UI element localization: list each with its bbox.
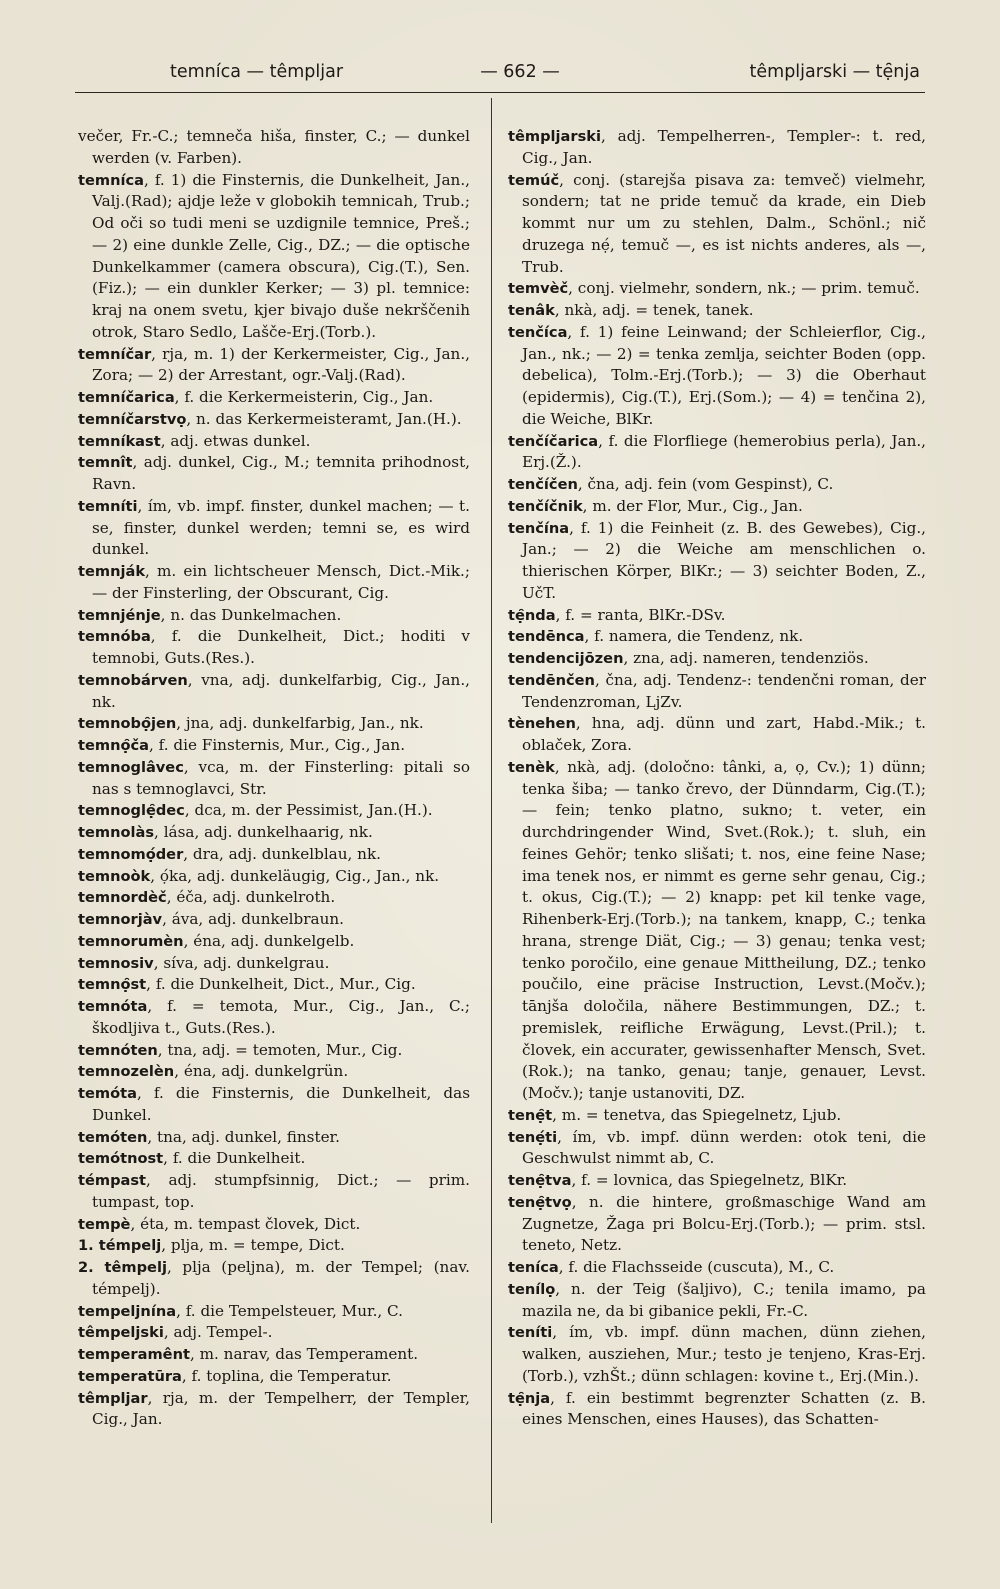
dictionary-entry — [78, 1322, 470, 1344]
dictionary-entry — [508, 322, 926, 431]
dictionary-entry — [508, 278, 926, 300]
entry-definition: , éča, adj. dunkelroth. — [166, 888, 336, 907]
dictionary-entry — [78, 757, 470, 801]
running-header — [60, 62, 920, 86]
dictionary-entry — [508, 518, 926, 605]
entry-headword: temóta — [78, 1085, 137, 1102]
dictionary-entry — [78, 387, 470, 409]
dictionary-entry — [78, 1148, 470, 1170]
entry-headword: 1. témpelj — [78, 1237, 162, 1255]
entry-definition: , áva, adj. dunkelbraun. — [162, 910, 344, 928]
entry-definition: , f. die Dunkelheit, Dict., Mur., Cig. — [146, 975, 416, 994]
entry-definition: , ím, vb. impf. dünn werden: otok teni, die Geschwulst nimmt ab, C. — [522, 1127, 926, 1168]
entry-headword: temnorumèn — [78, 932, 184, 950]
dictionary-entry — [508, 605, 926, 627]
entry-definition: , conj. vielmehr, sondern, nk.; — prim. temuč. — [568, 279, 920, 298]
dictionary-entry — [78, 1366, 470, 1388]
entry-definition: , čna, adj. Tendenz-: tendenčni roman, der Tendenzroman, LjZv. — [522, 670, 926, 711]
entry-headword: tenẹ́ti — [508, 1128, 558, 1146]
entry-headword: temnobọ̑jen — [78, 715, 177, 733]
entry-definition: , zna, adj. nameren, tendenziös. — [623, 649, 869, 667]
dictionary-entry — [508, 1127, 926, 1171]
header-left-guide-words: temníca — têmpljar — [170, 62, 344, 82]
entry-definition: , n. das Dunkelmachen. — [160, 605, 342, 624]
entry-definition: , hna, adj. dünn und zart, Habd.-Mik.; t. oblaček, Zora. — [522, 714, 926, 754]
dictionary-entry — [508, 626, 926, 648]
entry-headword: temnóten — [78, 1041, 158, 1059]
entry-definition: , conj. (starejša pisava za: temveč) vielmehr, sondern; tat ne pride temuč da krade, ein Dieb kommt nur um zu stehlen, Dalm., Schönl.; nič druzega nẹ́, temuč —, es ist nichts anderes, als —, Trub. — [522, 170, 926, 276]
entry-headword: tendēnca — [508, 628, 585, 646]
entry-headword: tẹ̑nja — [508, 1389, 551, 1407]
right-column — [508, 126, 926, 1431]
entry-headword: temnoglẹ̑dec — [78, 802, 185, 820]
left-column — [78, 126, 470, 1431]
entry-headword: tenčíca — [508, 323, 568, 341]
dictionary-entry — [78, 974, 470, 996]
entry-definition: , f. = temota, Mur., Cig., Jan., C.; škodljiva t., Guts.(Res.). — [92, 997, 470, 1037]
dictionary-entry — [78, 1061, 470, 1083]
entry-headword: têmpeljski — [78, 1324, 164, 1342]
entry-headword: temnoòk — [78, 867, 151, 885]
entry-definition: , éna, adj. dunkelgrün. — [174, 1062, 349, 1081]
entry-definition: , ọ́ka, adj. dunkeläugig, Cig., Jan., nk. — [150, 866, 440, 885]
entry-headword: temótnost — [78, 1150, 164, 1168]
entry-headword: tenílọ — [508, 1280, 556, 1298]
entry-definition: , rja, m. der Tempelherr, der Templer, Cig., Jan. — [92, 1388, 470, 1429]
dictionary-entry — [508, 713, 926, 757]
entry-headword: temníca — [78, 171, 144, 189]
entry-definition: , f. 1) die Feinheit (z. B. des Gewebes), Cig., Jan.; — 2) die Weiche am menschlichen o. thierischen Körper, BlKr.; — 3) seichter Boden, Z., UčT. — [522, 518, 926, 602]
column-separator — [491, 98, 492, 1523]
entry-definition: , m. = tenetva, das Spiegelnetz, Ljub. — [552, 1105, 842, 1124]
dictionary-entry — [508, 170, 926, 279]
entry-headword: temnoglâvec — [78, 758, 184, 776]
dictionary-entry — [78, 1214, 470, 1236]
entry-headword: têmpljar — [78, 1389, 148, 1407]
entry-definition: , adj. etwas dunkel. — [160, 431, 311, 450]
dictionary-entry — [508, 1170, 926, 1192]
entry-definition: , plja, m. = tempe, Dict. — [161, 1236, 345, 1255]
entry-definition: , ím, vb. impf. finster, dunkel machen; — t. se, finster, dunkel werden; temni se, es wird dunkel. — [92, 496, 470, 559]
entry-headword: temníti — [78, 497, 138, 515]
page-number: — 662 — — [480, 62, 560, 82]
entry-definition: , síva, adj. dunkelgrau. — [153, 953, 330, 972]
entry-headword: teníca — [508, 1259, 559, 1276]
entry-headword: temnjénje — [78, 606, 161, 624]
entry-headword: temúč — [508, 171, 560, 189]
dictionary-entry — [78, 1344, 470, 1366]
dictionary-entry — [508, 474, 926, 496]
entry-headword: temnolàs — [78, 824, 155, 841]
entry-headword: temnorjàv — [78, 911, 163, 928]
entry-headword: temníčar — [78, 345, 152, 363]
entry-headword: tenèk — [508, 758, 555, 776]
dictionary-entry — [508, 1388, 926, 1432]
entry-definition: , f. die Finsternis, Mur., Cig., Jan. — [149, 736, 406, 754]
entry-headword: temnọ̑st — [78, 976, 147, 994]
entry-definition: , f. die Tempelsteuer, Mur., C. — [176, 1301, 403, 1320]
entry-definition: , m. ein lichtscheuer Mensch, Dict.-Mik.; — der Finsterling, der Obscurant, Cig. — [92, 562, 470, 602]
dictionary-entry — [78, 1388, 470, 1432]
entry-definition: , f. die Dunkelheit. — [163, 1149, 306, 1168]
dictionary-entry — [508, 496, 926, 518]
entry-headword: temnordèč — [78, 889, 167, 907]
entry-headword: temnọ̑ča — [78, 737, 149, 754]
entry-headword: temóten — [78, 1128, 148, 1146]
entry-headword: temnják — [78, 563, 146, 580]
entry-definition: , f. die Kerkermeisterin, Cig., Jan. — [174, 388, 434, 406]
dictionary-entry — [78, 1301, 470, 1323]
entry-definition: , ím, vb. impf. dünn machen, dünn ziehen, walken, ausziehen, Mur.; testo je tenjeno, Kras-Erj.(Torb.), vzhŠt.; dünn schlagen: kovine t., Erj.(Min.). — [522, 1323, 926, 1385]
entry-definition: , f. namera, die Tendenz, nk. — [584, 627, 804, 646]
dictionary-entry — [78, 996, 470, 1040]
header-right-guide-words: têmpljarski — tẹ̑nja — [749, 62, 920, 82]
dictionary-entry — [508, 648, 926, 670]
dictionary-entry — [508, 1279, 926, 1323]
entry-definition: , nkà, adj. = tenek, tanek. — [554, 301, 754, 319]
dictionary-entry — [78, 170, 470, 344]
entry-headword: temperamênt — [78, 1346, 190, 1363]
dictionary-entry — [508, 300, 926, 322]
dictionary-entry — [78, 866, 470, 888]
dictionary-entry — [78, 1040, 470, 1062]
entry-headword: tẹ̑nda — [508, 606, 556, 624]
dictionary-entry — [508, 670, 926, 714]
entry-headword: tempè — [78, 1215, 131, 1233]
entry-headword: temníčarstvọ — [78, 410, 187, 428]
dictionary-entry — [78, 713, 470, 735]
entry-definition: , n. die hintere, großmaschige Wand am Zugnetze, Žaga pri Bolcu-Erj.(Torb.); — prim. stsl. teneto, Netz. — [522, 1192, 926, 1255]
entry-definition: , n. der Teig (šaljivo), C.; tenila imamo, pa mazila ne, da bi gibanice pekli, Fr.-C. — [522, 1279, 926, 1320]
dictionary-entry — [78, 1127, 470, 1149]
entry-definition: , tna, adj. dunkel, finster. — [147, 1127, 340, 1146]
entry-headword: temnomọ́der — [78, 845, 184, 863]
entry-headword: témpast — [78, 1172, 147, 1189]
entry-definition: , dca, m. der Pessimist, Jan.(H.). — [184, 801, 433, 820]
entry-definition: , f. die Dunkelheit, Dict.; hoditi v temnobi, Guts.(Res.). — [92, 627, 470, 667]
dictionary-entry — [78, 822, 470, 844]
entry-headword: tenčíčarica — [508, 432, 599, 450]
dictionary-entry — [78, 409, 470, 431]
entry-headword: temperatūra — [78, 1367, 182, 1385]
entry-definition: , f. 1) die Finsternis, die Dunkelheit, Jan., Valj.(Rad); ajdje leže v globokih temnicah, Trub.; Od oči so tudi meni se uzdignile temnice, Preš.; — 2) eine dunkle Zelle, Cig., DZ.; — die optische Dunkelkammer (camera obscura), Cig.(T.), Sen.(Fiz.); — ein dunkler Kerker; — 3) pl. temnice: kraj na onem svetu, kjer bivajo duše nekrščenih otrok, Staro Sedlo, Lašče-Erj.(Torb.). — [92, 170, 470, 341]
dictionary-entry — [78, 431, 470, 453]
entry-definition: , f. toplina, die Temperatur. — [181, 1366, 392, 1385]
entry-definition: , rja, m. 1) der Kerkermeister, Cig., Jan., Zora; — 2) der Arrestant, ogr.-Valj.(Rad). — [92, 344, 470, 385]
entry-definition: , plja (peljna), m. der Tempel; (nav. témpelj). — [92, 1258, 470, 1298]
entry-definition: , čna, adj. fein (vom Gespinst), C. — [577, 475, 834, 493]
entry-definition: , f. = ranta, BlKr.-DSv. — [555, 605, 726, 624]
entry-definition: , dra, adj. dunkelblau, nk. — [183, 844, 381, 863]
dictionary-entry — [78, 887, 470, 909]
dictionary-entry — [78, 126, 470, 170]
entry-definition: , éna, adj. dunkelgelb. — [183, 931, 355, 950]
dictionary-entry — [78, 626, 470, 670]
entry-definition: , f. 1) feine Leinwand; der Schleierflor, Cig., Jan., nk.; — 2) = tenka zemlja, seichter Boden (opp. debelica), Tolm.-Erj.(Torb.); — 3) die Oberhaut (epidermis), Cig.(T.), Erj.(Som.); — 4) = tenčina 2), die Weiche, BlKr. — [522, 322, 926, 428]
entry-headword: tendencijōzen — [508, 650, 624, 667]
entry-headword: temníčarica — [78, 389, 175, 406]
entry-definition: , éta, m. tempast človek, Dict. — [130, 1214, 361, 1233]
entry-headword: temnobárven — [78, 671, 188, 689]
entry-headword: tenâk — [508, 302, 555, 319]
entry-definition: , lása, adj. dunkelhaarig, nk. — [154, 823, 373, 841]
dictionary-entry — [508, 431, 926, 475]
entry-definition: , adj. Tempelherren-, Templer-: t. red, Cig., Jan. — [522, 127, 926, 167]
dictionary-entry — [508, 1322, 926, 1387]
entry-definition: , f. die Flachsseide (cuscuta), M., C. — [558, 1258, 835, 1276]
dictionary-entry — [508, 1105, 926, 1127]
dictionary-entry — [78, 800, 470, 822]
entry-headword: 2. têmpelj — [78, 1259, 167, 1276]
entry-headword: temnît — [78, 454, 133, 472]
entry-definition: , tna, adj. = temoten, Mur., Cig. — [157, 1040, 403, 1059]
dictionary-entry — [508, 1192, 926, 1257]
entry-definition: , m. narav, das Temperament. — [189, 1345, 419, 1363]
dictionary-entry — [78, 735, 470, 757]
entry-headword: temnozelèn — [78, 1063, 175, 1081]
entry-headword: têmpljarski — [508, 128, 601, 145]
entry-definition: , adj. Tempel-. — [163, 1323, 273, 1342]
entry-definition: , f. = lovnica, das Spiegelnetz, BlKr. — [571, 1171, 848, 1189]
dictionary-entry — [78, 1170, 470, 1214]
dictionary-entry — [508, 1257, 926, 1279]
entry-headword: tènehen — [508, 715, 576, 733]
entry-definition: , m. der Flor, Mur., Cig., Jan. — [582, 496, 803, 515]
entry-definition: , f. ein bestimmt begrenzter Schatten (z. B. eines Menschen, eines Hauses), das Schatten- — [522, 1388, 926, 1429]
entry-definition: večer, Fr.-C.; temneča hiša, finster, C.; — dunkel werden (v. Farben). — [78, 127, 470, 167]
dictionary-entry — [508, 126, 926, 170]
entry-definition: , nkà, adj. (določno: tânki, a, ọ, Cv.); 1) dünn; tenka šiba; — tanko črevo, der Dünndarm, Cig.(T.); — fein; tenko platno, sukno; t. veter, ein durchdringender Wind, Svet.(Rok.); t. sluh, ein feines Gehör; tenko slišati; t. nos, eine feine Nase; ima tenek nos, er nimmt es gerne sehr genau, Cig.; t. okus, Cig.(T.); — 2) knapp: pet kil tenke vage, Rihenberk-Erj.(Torb.); na tankem, knapp, C.; tenka hrana, strenge Diät, Cig.; — 3) genau; tenka vest; tenko poročilo, eine genaue Mittheilung, DZ.; tenko poučilo, eine präcise Instruction, Levst.(Močv.); tānjša določila, nähere Bestimmungen, DZ.; t. premislek, reifliche Erwägung, Levst.(Pril.); t. človek, ein accurater, gewissenhafter Mensch, Svet.(Rok.); na tanko, genau; tanje, genauer, Levst.(Močv.); tanje ustanoviti, DZ. — [522, 757, 926, 1102]
entry-headword: temnóba — [78, 628, 151, 646]
dictionary-entry — [78, 1235, 470, 1257]
entry-headword: tendēnčen — [508, 671, 595, 689]
entry-headword: temnóta — [78, 998, 148, 1015]
entry-definition: , vna, adj. dunkelfarbig, Cig., Jan., nk. — [92, 670, 470, 711]
entry-headword: tenčíčen — [508, 476, 578, 493]
dictionary-entry — [78, 496, 470, 561]
dictionary-entry — [78, 844, 470, 866]
dictionary-entry — [78, 605, 470, 627]
entry-headword: temvèč — [508, 280, 569, 298]
dictionary-entry — [508, 757, 926, 1105]
entry-definition: , adj. dunkel, Cig., M.; temnita prihodnost, Ravn. — [92, 453, 470, 493]
dictionary-entry — [78, 1257, 470, 1301]
entry-headword: tempeljnína — [78, 1302, 177, 1320]
dictionary-entry — [78, 452, 470, 496]
dictionary-entry — [78, 1083, 470, 1127]
dictionary-entry — [78, 561, 470, 605]
entry-headword: tenčíčnik — [508, 497, 583, 515]
entry-headword: teníti — [508, 1324, 553, 1342]
entry-headword: temníkast — [78, 432, 161, 450]
entry-headword: tenẹ̑tva — [508, 1172, 572, 1189]
entry-headword: temnosiv — [78, 954, 154, 972]
entry-definition: , n. das Kerkermeisteramt, Jan.(H.). — [186, 409, 462, 428]
dictionary-entry — [78, 344, 470, 388]
entry-headword: tenẹ̑tvọ — [508, 1193, 572, 1211]
entry-headword: tenčína — [508, 519, 570, 537]
entry-definition: , adj. stumpfsinnig, Dict.; — prim. tumpast, top. — [92, 1171, 470, 1211]
entry-definition: , vca, m. der Finsterling: pitali so nas s temnoglavci, Str. — [92, 757, 470, 798]
dictionary-entry — [78, 953, 470, 975]
dictionary-entry — [78, 670, 470, 714]
entry-definition: , jna, adj. dunkelfarbig, Jan., nk. — [176, 714, 424, 733]
dictionary-entry — [78, 931, 470, 953]
header-rule — [75, 92, 925, 93]
entry-definition: , f. die Finsternis, die Dunkelheit, das Dunkel. — [92, 1084, 470, 1124]
entry-headword: tenẹ̑t — [508, 1106, 553, 1124]
dictionary-entry — [78, 909, 470, 931]
entry-definition: , f. die Florfliege (hemerobius perla), Jan., Erj.(Ž.). — [522, 431, 926, 472]
